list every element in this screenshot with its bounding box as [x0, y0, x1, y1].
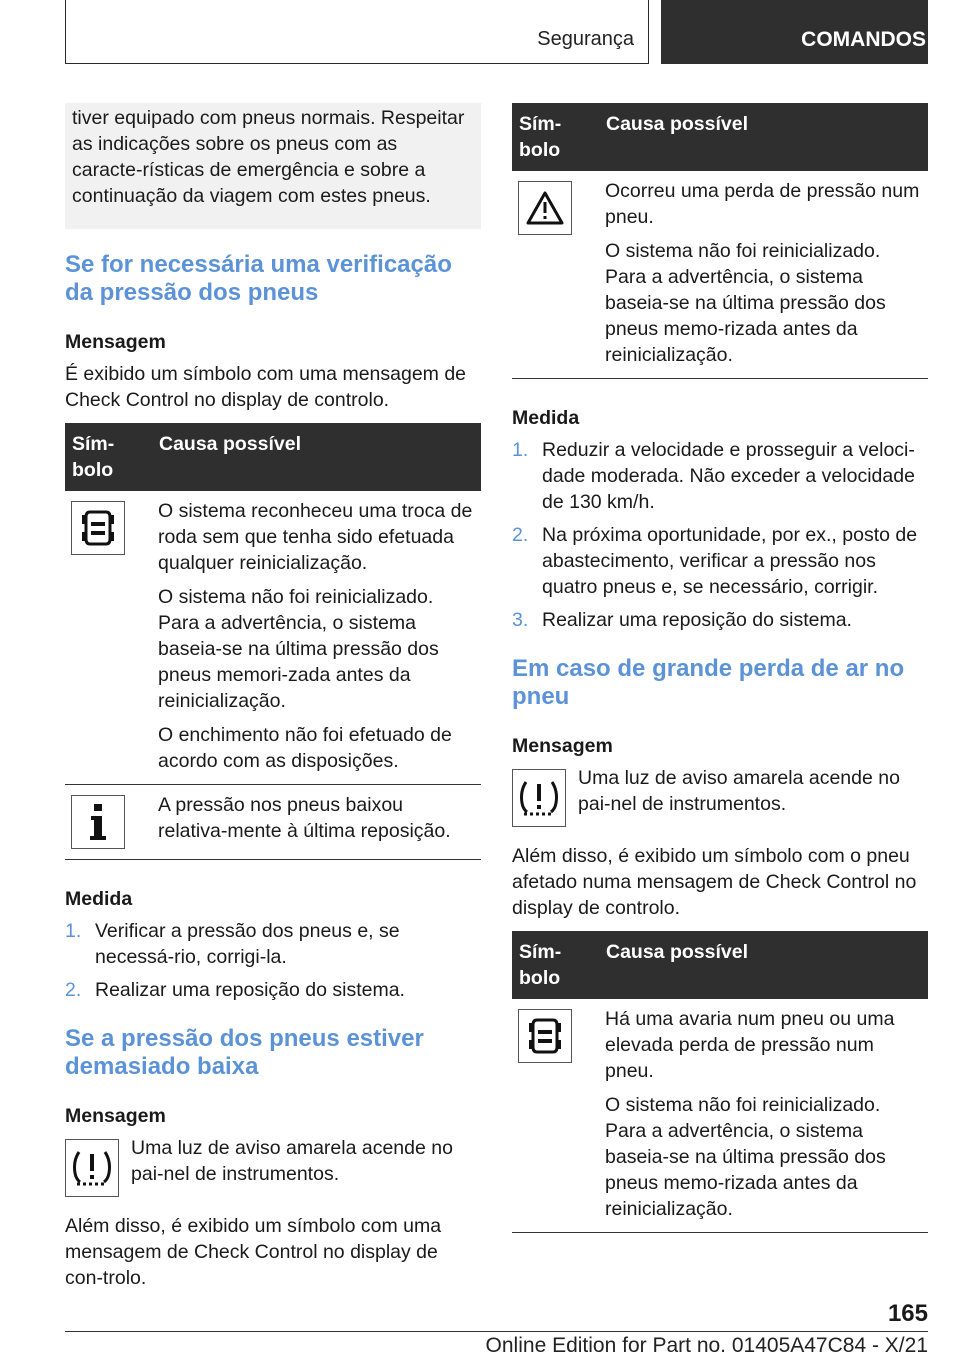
- car-tire-icon: [71, 501, 125, 555]
- lamp-text: Uma luz de aviso amarela acende no pai-nel de instrumentos.: [131, 1137, 453, 1185]
- steps-list: [65, 918, 481, 1003]
- header-chapter-label: COMANDOS: [801, 28, 926, 51]
- page-number: 165: [887, 1300, 928, 1327]
- table-header-row: [512, 103, 928, 171]
- note-text: tiver equipado com pneus normais. Respeitar as indicações sobre os pneus com as caracte-rísticas de emergência e sobre a continuação da viagem com estes pneus.: [72, 107, 465, 207]
- list-item: 2. Realizar uma reposição do sistema.: [65, 979, 405, 1001]
- intro-text: É exibido um símbolo com uma mensagem de Check Control no display de controlo.: [65, 363, 467, 411]
- steps-list: [512, 437, 928, 633]
- symbol-table: [65, 423, 481, 860]
- cause-text: Há uma avaria num pneu ou uma elevada perda de pressão num pneu.: [605, 1008, 895, 1082]
- cause-text: A pressão nos pneus baixou relativa-mente à última reposição.: [158, 794, 451, 842]
- left-column: [65, 103, 481, 1291]
- list-item: 3. Realizar uma reposição do sistema.: [512, 609, 852, 631]
- cause-text: Ocorreu uma perda de pressão num pneu.: [605, 180, 920, 228]
- info-icon: [71, 795, 125, 849]
- cause-text: O sistema reconheceu uma troca de roda sem que tenha sido efetuada qualquer reinicialização.: [158, 500, 473, 574]
- col-cause-header: Causa possível: [599, 103, 928, 171]
- message-label: Mensagem: [65, 1105, 166, 1127]
- note-box: [65, 103, 481, 229]
- message-label: Mensagem: [512, 735, 613, 757]
- section-heading: Se for necessária uma verificação da pressão dos pneus: [65, 251, 452, 306]
- header-chapter-tab: [661, 0, 928, 64]
- tire-pressure-warning-icon: [65, 1139, 119, 1197]
- cause-text: O enchimento não foi efetuado de acordo com as disposições.: [158, 724, 452, 772]
- car-tire-icon: [518, 1009, 572, 1063]
- table-header-row: [65, 423, 481, 491]
- list-item: 2. Na próxima oportunidade, por ex., posto de abastecimento, verificar a pressão nos quatro pneus e, se necessário, corrigir.: [512, 524, 918, 598]
- table-row: [512, 999, 928, 1233]
- tire-pressure-warning-icon: [512, 769, 566, 827]
- footer-divider: [65, 1331, 928, 1332]
- symbol-table: [512, 103, 928, 379]
- cause-text: O sistema não foi reinicializado. Para a advertência, o sistema baseia-se na última pressão dos pneus memo-rizada antes da reinicialização.: [605, 240, 886, 366]
- cause-text: O sistema não foi reinicializado. Para a advertência, o sistema baseia-se na última pressão dos pneus memori-zada antes da reinicialização.: [158, 586, 439, 712]
- col-symbol-header: Sím-bolo: [512, 103, 599, 171]
- section-heading: Se a pressão dos pneus estiver demasiado baixa: [65, 1025, 424, 1080]
- cause-text: O sistema não foi reinicializado. Para a advertência, o sistema baseia-se na última pressão dos pneus memo-rizada antes da reinicialização.: [605, 1094, 886, 1220]
- col-cause-header: Causa possível: [152, 423, 481, 491]
- warning-triangle-icon: [518, 181, 572, 235]
- message-label: Mensagem: [65, 331, 166, 353]
- table-row: [65, 785, 481, 860]
- extra-text: Além disso, é exibido um símbolo com uma mensagem de Check Control no display de con-trolo.: [65, 1215, 442, 1289]
- table-row: [65, 491, 481, 785]
- list-item: 1. Reduzir a velocidade e prosseguir a veloci-dade moderada. Não exceder a velocidade de 130 km/h.: [512, 439, 915, 513]
- header-section-label: Segurança: [537, 28, 634, 50]
- extra-text: Além disso, é exibido um símbolo com o pneu afetado numa mensagem de Check Control no display de controlo.: [512, 845, 917, 919]
- table-header-row: [512, 931, 928, 999]
- lamp-text: Uma luz de aviso amarela acende no pai-nel de instrumentos.: [578, 767, 900, 815]
- measure-label: Medida: [512, 407, 580, 429]
- symbol-table: [512, 931, 928, 1233]
- table-row: [512, 171, 928, 379]
- col-symbol-header: Sím-bolo: [512, 931, 599, 999]
- section-heading: Em caso de grande perda de ar no pneu: [512, 655, 905, 710]
- right-column: [512, 103, 928, 1233]
- measure-label: Medida: [65, 888, 133, 910]
- col-symbol-header: Sím-bolo: [65, 423, 152, 491]
- header-section-tab: [65, 0, 649, 64]
- col-cause-header: Causa possível: [599, 931, 928, 999]
- footer-edition: Online Edition for Part no. 01405A47C84 - X/21: [485, 1334, 928, 1357]
- list-item: 1. Verificar a pressão dos pneus e, se necessá-rio, corrigi-la.: [65, 920, 400, 968]
